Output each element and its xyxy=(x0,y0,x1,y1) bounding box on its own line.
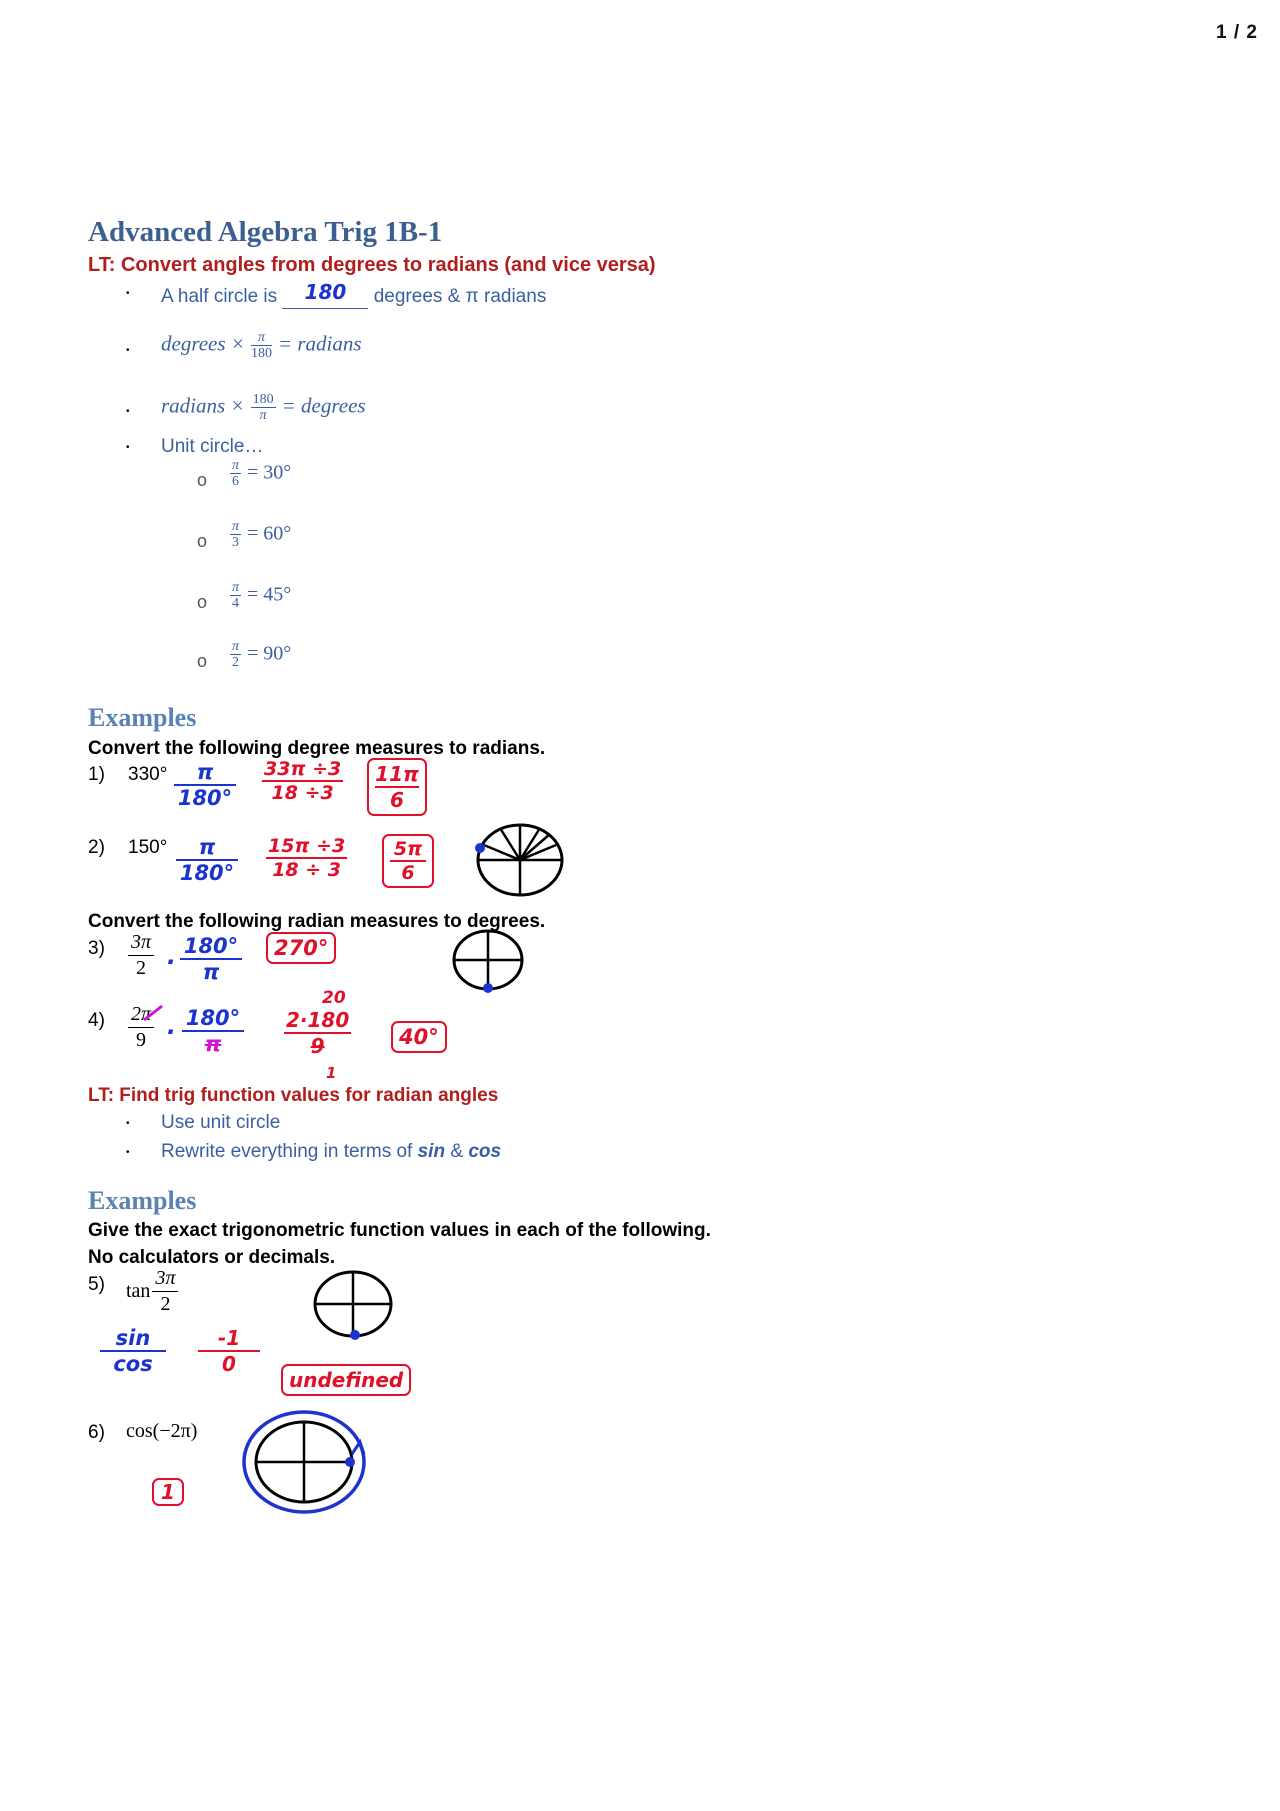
half-circle-line xyxy=(161,280,547,309)
handwritten-fraction xyxy=(176,835,238,885)
bullet-dot: • xyxy=(126,345,130,356)
unit-circle-item xyxy=(230,580,291,612)
hw-multiply: · xyxy=(166,948,176,976)
hw-reduced-top: 20 xyxy=(322,988,346,1008)
fraction-denominator: 2 xyxy=(232,655,239,671)
page-title: Advanced Algebra Trig 1B-1 xyxy=(88,216,443,248)
fraction-numerator: π xyxy=(232,519,240,534)
answer-box: 40° xyxy=(391,1021,447,1053)
bullet-dot: • xyxy=(126,1118,130,1129)
sub-bullet: o xyxy=(197,651,208,671)
formula-rhs: = radians xyxy=(277,331,362,356)
hw-numerator: 15π ÷3 xyxy=(268,835,346,857)
fraction-numerator: π xyxy=(251,330,272,346)
answer-box xyxy=(382,834,434,888)
formula-deg-to-rad xyxy=(161,330,362,362)
hw-numerator: 11π xyxy=(375,762,419,786)
fraction-denominator: 6 xyxy=(232,474,239,490)
answer-box: undefined xyxy=(281,1364,411,1396)
bullet-dot: • xyxy=(126,1147,130,1158)
hw-denominator: 6 xyxy=(401,862,415,884)
unit-circle-sketch xyxy=(448,928,528,994)
unit-circle-label: Unit circle… xyxy=(161,436,264,457)
handwritten-work xyxy=(266,835,347,881)
hw-numerator: 33π ÷3 xyxy=(264,758,342,780)
hw-denominator: π xyxy=(202,960,220,984)
handwritten-fraction xyxy=(100,1326,166,1376)
formula-fraction xyxy=(251,392,276,424)
unit-circle-value: = 90° xyxy=(247,642,292,665)
formula-rhs: = degrees xyxy=(281,393,366,418)
problem-label: 6) xyxy=(88,1422,105,1443)
fraction-denominator: 2 xyxy=(136,957,147,979)
fraction-numerator: 3π xyxy=(152,1266,178,1292)
problem-label: 3) xyxy=(88,938,105,959)
formula-rad-to-deg xyxy=(161,392,366,424)
hw-denominator: 9 xyxy=(310,1034,325,1058)
sub-bullet: o xyxy=(197,531,208,551)
hw-denominator: 180° xyxy=(179,861,235,885)
half-circle-answer: 180 xyxy=(304,280,347,304)
sub-bullet: o xyxy=(197,592,208,612)
ampersand: & xyxy=(450,1141,464,1162)
handwritten-work xyxy=(262,758,343,804)
hw-multiply: · xyxy=(166,1018,176,1046)
sub-bullet: o xyxy=(197,470,208,490)
problem-label: 4) xyxy=(88,1010,105,1031)
unit-circle-item xyxy=(230,458,291,490)
rewrite-text: Rewrite everything in terms of xyxy=(161,1141,413,1162)
fraction-numerator: 3π xyxy=(128,930,154,956)
unit-circle-sketch xyxy=(310,1268,396,1340)
fraction-denominator: 4 xyxy=(232,596,239,612)
answer-box: 1 xyxy=(152,1478,184,1506)
cos-word: cos xyxy=(468,1141,502,1162)
handwritten-fraction xyxy=(180,934,242,984)
hw-numerator: 2·180 xyxy=(286,1008,350,1032)
hw-denominator: cos xyxy=(113,1352,153,1376)
hw-numerator: π xyxy=(176,835,238,861)
hw-denominator: 0 xyxy=(222,1352,236,1376)
handwritten-work xyxy=(284,1008,351,1058)
unit-circle-value: = 60° xyxy=(247,522,292,545)
fraction-denominator: 180 xyxy=(250,346,272,362)
problem-value: 150° xyxy=(128,837,168,858)
half-circle-blank xyxy=(282,280,368,309)
instruction-rad-to-deg: Convert the following radian measures to degrees. xyxy=(88,911,546,932)
hw-denominator: 18 ÷ 3 xyxy=(272,859,342,881)
half-circle-text: A half circle is xyxy=(161,286,278,307)
rewrite-line xyxy=(161,1141,501,1163)
answer-box: 270° xyxy=(266,932,336,964)
problem-label: 1) xyxy=(88,764,105,785)
unit-circle-value: = 45° xyxy=(247,583,292,606)
formula-fraction xyxy=(251,330,272,362)
hw-denominator: π xyxy=(204,1032,222,1056)
answer-box xyxy=(367,758,427,816)
fraction-denominator: 2 xyxy=(160,1293,171,1315)
unit-circle-item xyxy=(230,519,291,551)
unit-circle-value: = 30° xyxy=(247,461,292,484)
unit-circle-sketch xyxy=(240,1406,370,1516)
instruction-no-calculators: No calculators or decimals. xyxy=(88,1247,336,1268)
formula-lhs: degrees × xyxy=(161,331,245,356)
instruction-deg-to-rad: Convert the following degree measures to radians. xyxy=(88,738,546,759)
fraction-numerator: 2π xyxy=(128,1002,154,1028)
use-unit-circle: Use unit circle xyxy=(161,1112,281,1133)
problem-fraction xyxy=(118,930,154,981)
problem-value: 330° xyxy=(128,764,168,785)
unit-circle-item xyxy=(230,639,291,671)
hw-numerator: π xyxy=(174,760,236,786)
fraction-denominator: 9 xyxy=(136,1029,147,1051)
sin-word: sin xyxy=(417,1141,446,1162)
unit-circle-sketch xyxy=(470,820,570,900)
hw-numerator: -1 xyxy=(198,1326,260,1352)
handwritten-fraction xyxy=(174,760,236,810)
instruction-exact-values: Give the exact trigonometric function values in each of the following. xyxy=(88,1220,711,1241)
handwritten-work xyxy=(198,1326,260,1376)
problem-label: 2) xyxy=(88,837,105,858)
fraction-numerator: 180 xyxy=(252,392,274,407)
bullet-dot: • xyxy=(126,406,130,417)
learning-target-1: LT: Convert angles from degrees to radians (and vice versa) xyxy=(88,254,656,276)
hw-numerator: 180° xyxy=(182,1006,244,1032)
fraction-numerator: π xyxy=(232,580,240,595)
bullet-dot: • xyxy=(126,442,130,453)
handwritten-fraction xyxy=(182,1006,244,1056)
fraction-numerator: π xyxy=(232,458,240,473)
page-number: 1 / 2 xyxy=(1216,22,1258,43)
fraction-denominator: π xyxy=(259,408,267,424)
problem-label: 5) xyxy=(88,1274,105,1295)
half-circle-text-end: degrees & π radians xyxy=(373,286,547,307)
formula-lhs: radians × xyxy=(161,393,245,418)
cancel-mark xyxy=(142,1004,164,1022)
hw-denominator: 6 xyxy=(390,788,404,812)
hw-numerator: 180° xyxy=(180,934,242,960)
hw-denominator: 18 ÷3 xyxy=(271,782,334,804)
fraction-denominator: 3 xyxy=(232,535,239,551)
examples-heading: Examples xyxy=(88,1186,197,1215)
hw-denominator: 180° xyxy=(177,786,233,810)
problem-expression: cos(−2π) xyxy=(126,1420,198,1442)
problem-expression xyxy=(126,1266,178,1317)
fraction-numerator: π xyxy=(232,639,240,654)
learning-target-2: LT: Find trig function values for radian angles xyxy=(88,1085,499,1106)
trig-function: tan xyxy=(126,1280,151,1302)
hw-numerator: 5π xyxy=(390,838,426,862)
hw-reduced-bottom: 1 xyxy=(326,1064,337,1082)
bullet-dot: • xyxy=(126,288,130,299)
examples-heading: Examples xyxy=(88,703,197,732)
hw-numerator: sin xyxy=(100,1326,166,1352)
